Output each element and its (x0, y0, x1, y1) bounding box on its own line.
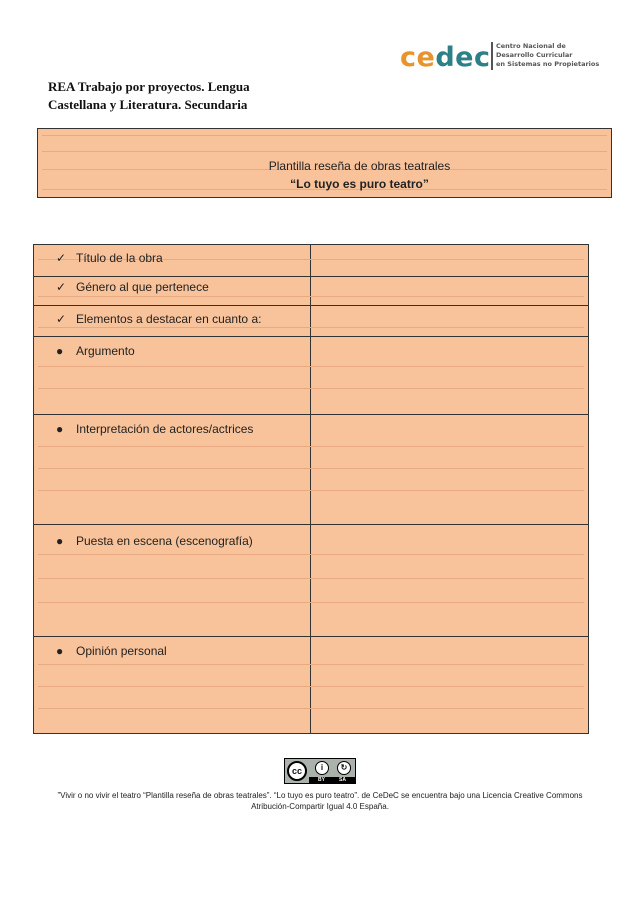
document-title-line: Castellana y Literatura. Secundaria (48, 97, 248, 112)
logo-line: Desarrollo Curricular (496, 51, 573, 59)
checkmark-icon: ✓ (56, 251, 67, 265)
logo-line: en Sistemas no Propietarios (496, 60, 600, 68)
row-label: Elementos a destacar en cuanto a: (76, 312, 262, 326)
row-label: Argumento (76, 344, 135, 358)
table-row (34, 414, 588, 525)
template-title-box (37, 128, 612, 198)
logo-divider (491, 42, 493, 70)
template-title: Plantilla reseña de obras teatrales (268, 159, 451, 173)
logo-line: Centro Nacional de (496, 42, 566, 50)
cc-icon: cc (287, 761, 307, 781)
share-alike-icon: ↻ (337, 761, 351, 775)
row-label: Opinión personal (76, 644, 167, 658)
row-label: Puesta en escena (escenografía) (76, 534, 253, 548)
logo-caption (496, 42, 599, 69)
bullet-icon: ● (56, 344, 64, 358)
review-form-table (33, 244, 589, 734)
table-row (34, 245, 588, 277)
table-row (34, 276, 588, 306)
row-label: Interpretación de actores/actrices (76, 422, 254, 436)
license-strip (309, 777, 355, 783)
cedec-logo (400, 40, 600, 72)
checkmark-icon: ✓ (56, 312, 67, 326)
attribution-icon: i (315, 761, 329, 775)
table-row (34, 524, 588, 637)
sa-label: SA (339, 777, 346, 783)
table-row (34, 305, 588, 337)
license-notice: ”Vivir o no vivir el teatro “Plantilla reseña de obras teatrales”. “Lo tuyo es puro teatro”. de CeDeC se encuentra bajo una Licencia Creative Commons Atribución-Compartir Igual 4.0 España. (57, 791, 583, 811)
row-label: Título de la obra (76, 251, 163, 265)
template-subtitle: “Lo tuyo es puro teatro” (290, 177, 429, 191)
table-row (34, 336, 588, 415)
creative-commons-badge[interactable] (284, 758, 356, 784)
document-title (48, 78, 250, 114)
logo-wordmark: cedec (400, 42, 491, 73)
table-row (34, 636, 588, 733)
bullet-icon: ● (56, 422, 64, 436)
document-title-line: REA Trabajo por proyectos. Lengua (48, 79, 250, 94)
bullet-icon: ● (56, 534, 64, 548)
checkmark-icon: ✓ (56, 280, 67, 294)
bullet-icon: ● (56, 644, 64, 658)
row-label: Género al que pertenece (76, 280, 209, 294)
by-label: BY (318, 777, 325, 783)
